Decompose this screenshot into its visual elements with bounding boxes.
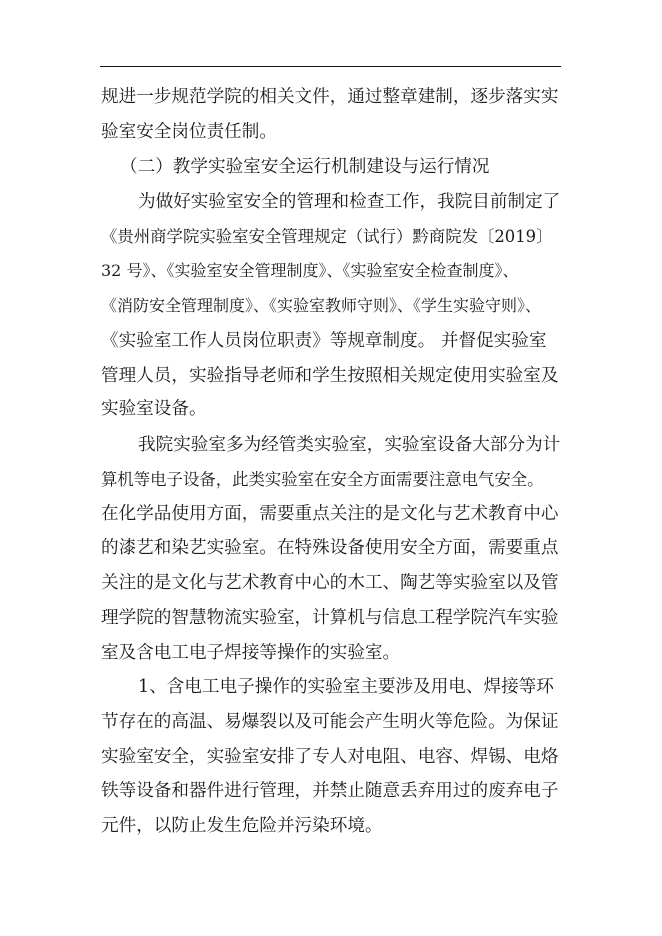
text-line: 理学院的智慧物流实验室，计算机与信息工程学院汽车实验: [101, 608, 559, 628]
text-line: 的漆艺和染艺实验室。在特殊设备使用安全方面，需要重点: [101, 538, 559, 558]
text-line: 室及含电工电子焊接等操作的实验室。: [101, 643, 401, 663]
paragraph-start: 我院实验室多为经管类实验室，实验室设备大部分为计: [138, 435, 561, 455]
text-line: 管理人员，实验指导老师和学生按照相关规定使用实验室及: [101, 366, 559, 386]
text-line: 在化学品使用方面，需要重点关注的是文化与艺术教育中心: [101, 504, 559, 524]
paragraph-start: 1、含电工电子操作的实验室主要涉及用电、焊接等环: [138, 677, 554, 697]
text-line: 节存在的高温、易爆裂以及可能会产生明火等危险。为保证: [101, 712, 559, 732]
text-line: 规进一步规范学院的相关文件，通过整章建制，逐步落实实: [101, 87, 559, 107]
text-line: 《实验室工作人员岗位职责》等规章制度。 并督促实验室: [101, 331, 547, 351]
header-rule: [100, 66, 561, 67]
text-line: 验室安全岗位责任制。: [101, 122, 277, 142]
text-line: 元件，以防止发生危险并污染环境。: [101, 816, 383, 836]
text-line: 算机等电子设备，此类实验室在安全方面需要注意电气安全。: [101, 470, 544, 489]
text-line: 关注的是文化与艺术教育中心的木工、陶艺等实验室以及管: [101, 573, 559, 593]
text-line: 实验室安全，实验室安排了专人对电阻、电容、焊锡、电烙: [101, 747, 559, 767]
section-heading: （二）教学实验室安全运行机制建设与运行情况: [120, 157, 490, 177]
text-line: 《消防安全管理制度》、《实验室教师守则》、《学生实验守则》、: [101, 296, 542, 315]
text-line: 铁等设备和器件进行管理，并禁止随意丢弃用过的废弃电子: [101, 781, 559, 801]
text-line: 32 号》、《实验室安全管理制度》、《实验室安全检查制度》、: [101, 261, 519, 280]
text-line: 《贵州商学院实验室安全管理规定（试行）黔商院发〔2019〕: [101, 227, 553, 246]
paragraph-start: 为做好实验室安全的管理和检查工作，我院目前制定了: [138, 192, 561, 212]
text-line: 实验室设备。: [101, 399, 207, 419]
